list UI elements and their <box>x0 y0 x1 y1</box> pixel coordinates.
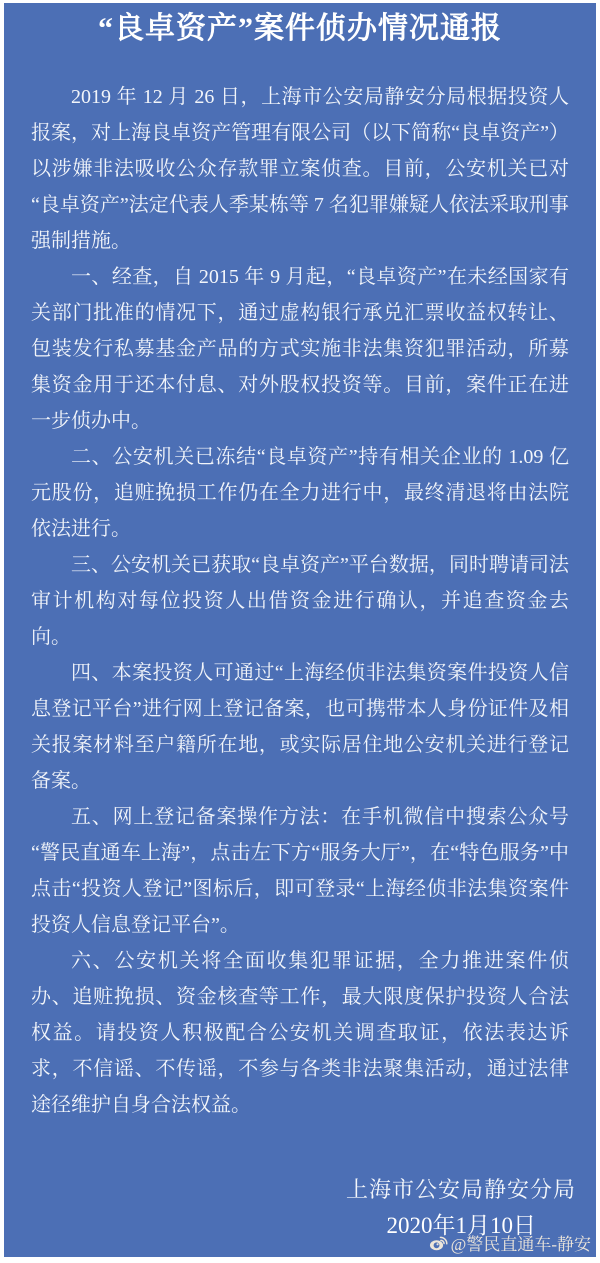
notice-paragraph: 2019 年 12 月 26 日，上海市公安局静安分局根据投资人报案，对上海良卓资产管理有限公司（以下简称“良卓资产”）以涉嫌非法吸收公众存款罪立案侦查。目前，公安机关已对“良卓资产”法定代表人季某栋等 7 名犯罪嫌疑人依法采取刑事强制措施。 <box>31 86 569 252</box>
notice-title: “良卓资产”案件侦办情况通报 <box>98 12 502 45</box>
notice-paragraph: 三、公安机关已获取“良卓资产”平台数据，同时聘请司法审计机构对每位投资人出借资金进行确认，并追查资金去向。 <box>31 554 569 648</box>
notice-body <box>31 79 569 1123</box>
notice-paragraph: 六、公安机关将全面收集犯罪证据，全力推进案件侦办、追赃挽损、资金核查等工作，最大限度保护投资人合法权益。请投资人积极配合公安机关调查取证，依法表达诉求，不信谣、不传谣，不参与各类非法聚集活动，通过法律途径维护自身合法权益。 <box>31 950 569 1116</box>
notice-date: 2020年1月10日 <box>386 1213 536 1238</box>
weibo-icon <box>429 1233 448 1252</box>
notice-paragraph: 一、经查，自 2015 年 9 月起，“良卓资产”在未经国家有关部门批准的情况下，通过虚构银行承兑汇票收益权转让、包装发行私募基金产品的方式实施非法集资犯罪活动，所募集资金用于还本付息、对外股权投资等。目前，案件正在进一步侦办中。 <box>31 266 569 432</box>
weibo-watermark <box>429 1230 591 1255</box>
watermark-handle: @警民直通车-静安 <box>450 1235 591 1254</box>
notice-paragraph: 五、网上登记备案操作方法：在手机微信中搜索公众号“警民直通车上海”，点击左下方“服务大厅”，在“特色服务”中点击“投资人登记”图标后，即可登录“上海经侦非法集资案件投资人信息登记平台”。 <box>31 806 569 936</box>
notice-paragraph: 二、公安机关已冻结“良卓资产”持有相关企业的 1.09 亿元股份，追赃挽损工作仍在全力进行中，最终清退将由法院依法进行。 <box>31 446 569 540</box>
signature: 上海市公安局静安分局 <box>345 1177 576 1202</box>
notice-paragraph: 四、本案投资人可通过“上海经侦非法集资案件投资人信息登记平台”进行网上登记备案，也可携带本人身份证件及相关报案材料至户籍所在地，或实际居住地公安机关进行登记备案。 <box>31 662 569 792</box>
notice-sheet <box>4 3 596 1257</box>
